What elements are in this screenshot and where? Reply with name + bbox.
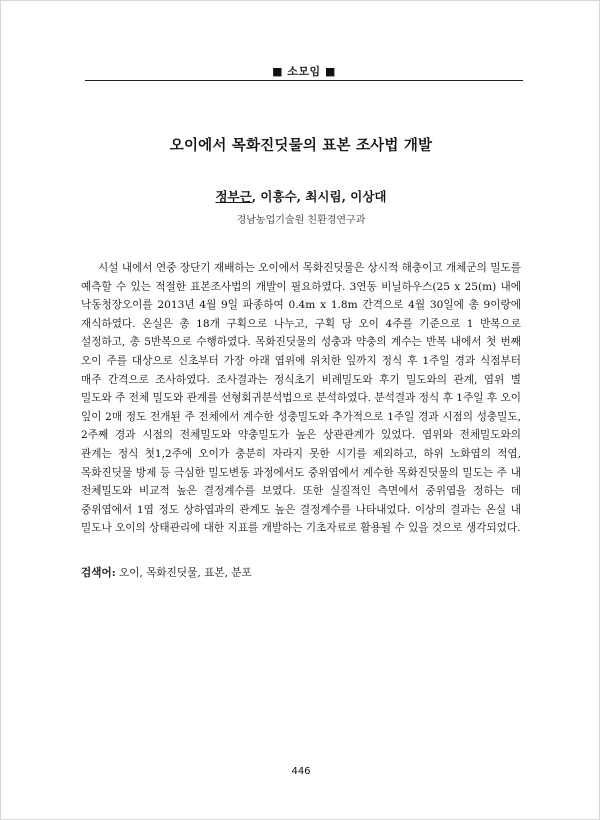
keywords-terms: 오이, 목화진딧물, 표본, 분포 [115, 567, 252, 579]
affiliation: 경남농업기술원 친환경연구과 [236, 215, 366, 226]
presenting-author: 정부근 [215, 189, 252, 204]
page-number: 446 [291, 766, 311, 777]
section-divider [85, 80, 523, 81]
keywords [81, 565, 521, 580]
author-list [61, 187, 541, 205]
section-label: ■ 소모임 ■ [272, 65, 336, 78]
abstract-body: 시설 내에서 연중 장단기 재배하는 오이에서 목화진딧물은 상시적 해충이고 개체군의 밀도를 예측할 수 있는 적절한 표본조사법의 개발이 필요하였다. 3연동 비닐하우스(25 x 25(m) 내에 낙동청장오이를 2013년 4월 9일 파종하여 0.4m x 1.8m 간격으로 4월 30일에 총 9이랑에 재식하였다. 온실은 총 18개 구획으로 나누고, 구획 당 오이 4주를 기준으로 1 반복으로 설정하고, 총 5반복으로 수행하였다. 목화진딧물의 성충과 약충의 계수는 반복 내에서 첫 번째 오이 주를 대상으로 신초부터 가장 아래 엽위에 위치한 잎까지 정식 후 1주일 경과 식점부터 매주 간격으로 조사하였다. 조사결과는 정식초기 비례밀도와 후기 밀도와의 관계, 엽위 별 밀도와 주 전체 밀도와 관계를 선형회귀분석법으로 분석하였다. 분석결과 정식 후 1주일 후 오이 잎이 2매 정도 전개된 주 전체에서 계수한 성충밀도와 추가적으로 1주일 경과 시점의 성충밀도, 2주째 경과 시점의 전체밀도와 약충밀도가 높은 상관관계가 있었다. 엽위와 전체밀도와의 관계는 정식 첫1,2주에 오이가 충분히 자라지 못한 시기를 제외하고, 하위 노화엽의 적엽, 목화진딧물 방제 등 극심한 밀도변동 과정에서도 중위엽에서 계수한 목화진딧물의 밀도는 주 내 전체밀도와 비교적 높은 결정계수를 보였다. 또한 실질적인 측면에서 중위엽을 정하는 데 중위엽에서 1엽 정도 상하엽과의 관계도 높은 결정계수를 나타내었다. 이상의 결과는 온실 내 밀도나 오이의 상태관리에 대한 지표를 개발하는 기초자료로 활용될 수 있을 것으로 생각되었다. [81, 262, 521, 535]
keywords-label: 검색어: [81, 567, 116, 579]
co-authors: , 이흥수, 최시림, 이상대 [251, 189, 387, 204]
paper-title: 오이에서 목화진딧물의 표본 조사법 개발 [169, 138, 433, 154]
